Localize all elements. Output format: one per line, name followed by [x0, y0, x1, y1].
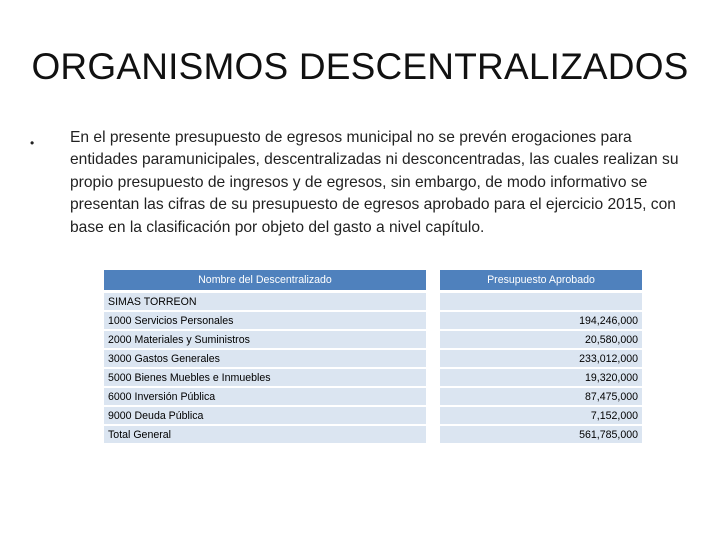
row-name: 1000 Servicios Personales: [104, 312, 426, 331]
row-value: [440, 293, 642, 312]
row-name: 9000 Deuda Pública: [104, 407, 426, 426]
table-row: [104, 350, 642, 369]
table-row: [104, 331, 642, 350]
row-value: 194,246,000: [440, 312, 642, 331]
row-value: 20,580,000: [440, 331, 642, 350]
table-header-row: [104, 270, 642, 290]
table-row-total: [104, 426, 642, 445]
row-name: Total General: [104, 426, 426, 445]
column-header-budget: Presupuesto Aprobado: [440, 270, 642, 290]
row-value: 561,785,000: [440, 426, 642, 445]
row-name: 3000 Gastos Generales: [104, 350, 426, 369]
row-value: 7,152,000: [440, 407, 642, 426]
row-name: 2000 Materiales y Suministros: [104, 331, 426, 350]
row-name: 6000 Inversión Pública: [104, 388, 426, 407]
budget-table: [104, 270, 642, 445]
table-row: [104, 407, 642, 426]
row-name: 5000 Bienes Muebles e Inmuebles: [104, 369, 426, 388]
row-value: 87,475,000: [440, 388, 642, 407]
row-name: SIMAS TORREON: [104, 293, 426, 312]
column-header-name: Nombre del Descentralizado: [104, 270, 426, 290]
bullet-marker: •: [30, 136, 35, 150]
column-gap: [426, 270, 440, 290]
row-value: 233,012,000: [440, 350, 642, 369]
table-row: [104, 293, 642, 312]
bullet-paragraph: En el presente presupuesto de egresos municipal no se prevén erogaciones para entidades paramunicipales, descentralizadas ni desconcentradas, las cuales realizan su propio presupuesto de ingresos y de egresos, sin embargo, de modo informativo se presentan las cifras de su presupuesto de egresos aprobado para el ejercicio 2015, con base en la clasificación por objeto del gasto a nivel capítulo.: [70, 129, 679, 236]
slide-title: ORGANISMOS DESCENTRALIZADOS: [31, 46, 689, 87]
table-row: [104, 369, 642, 388]
row-value: 19,320,000: [440, 369, 642, 388]
table-row: [104, 312, 642, 331]
table-row: [104, 388, 642, 407]
